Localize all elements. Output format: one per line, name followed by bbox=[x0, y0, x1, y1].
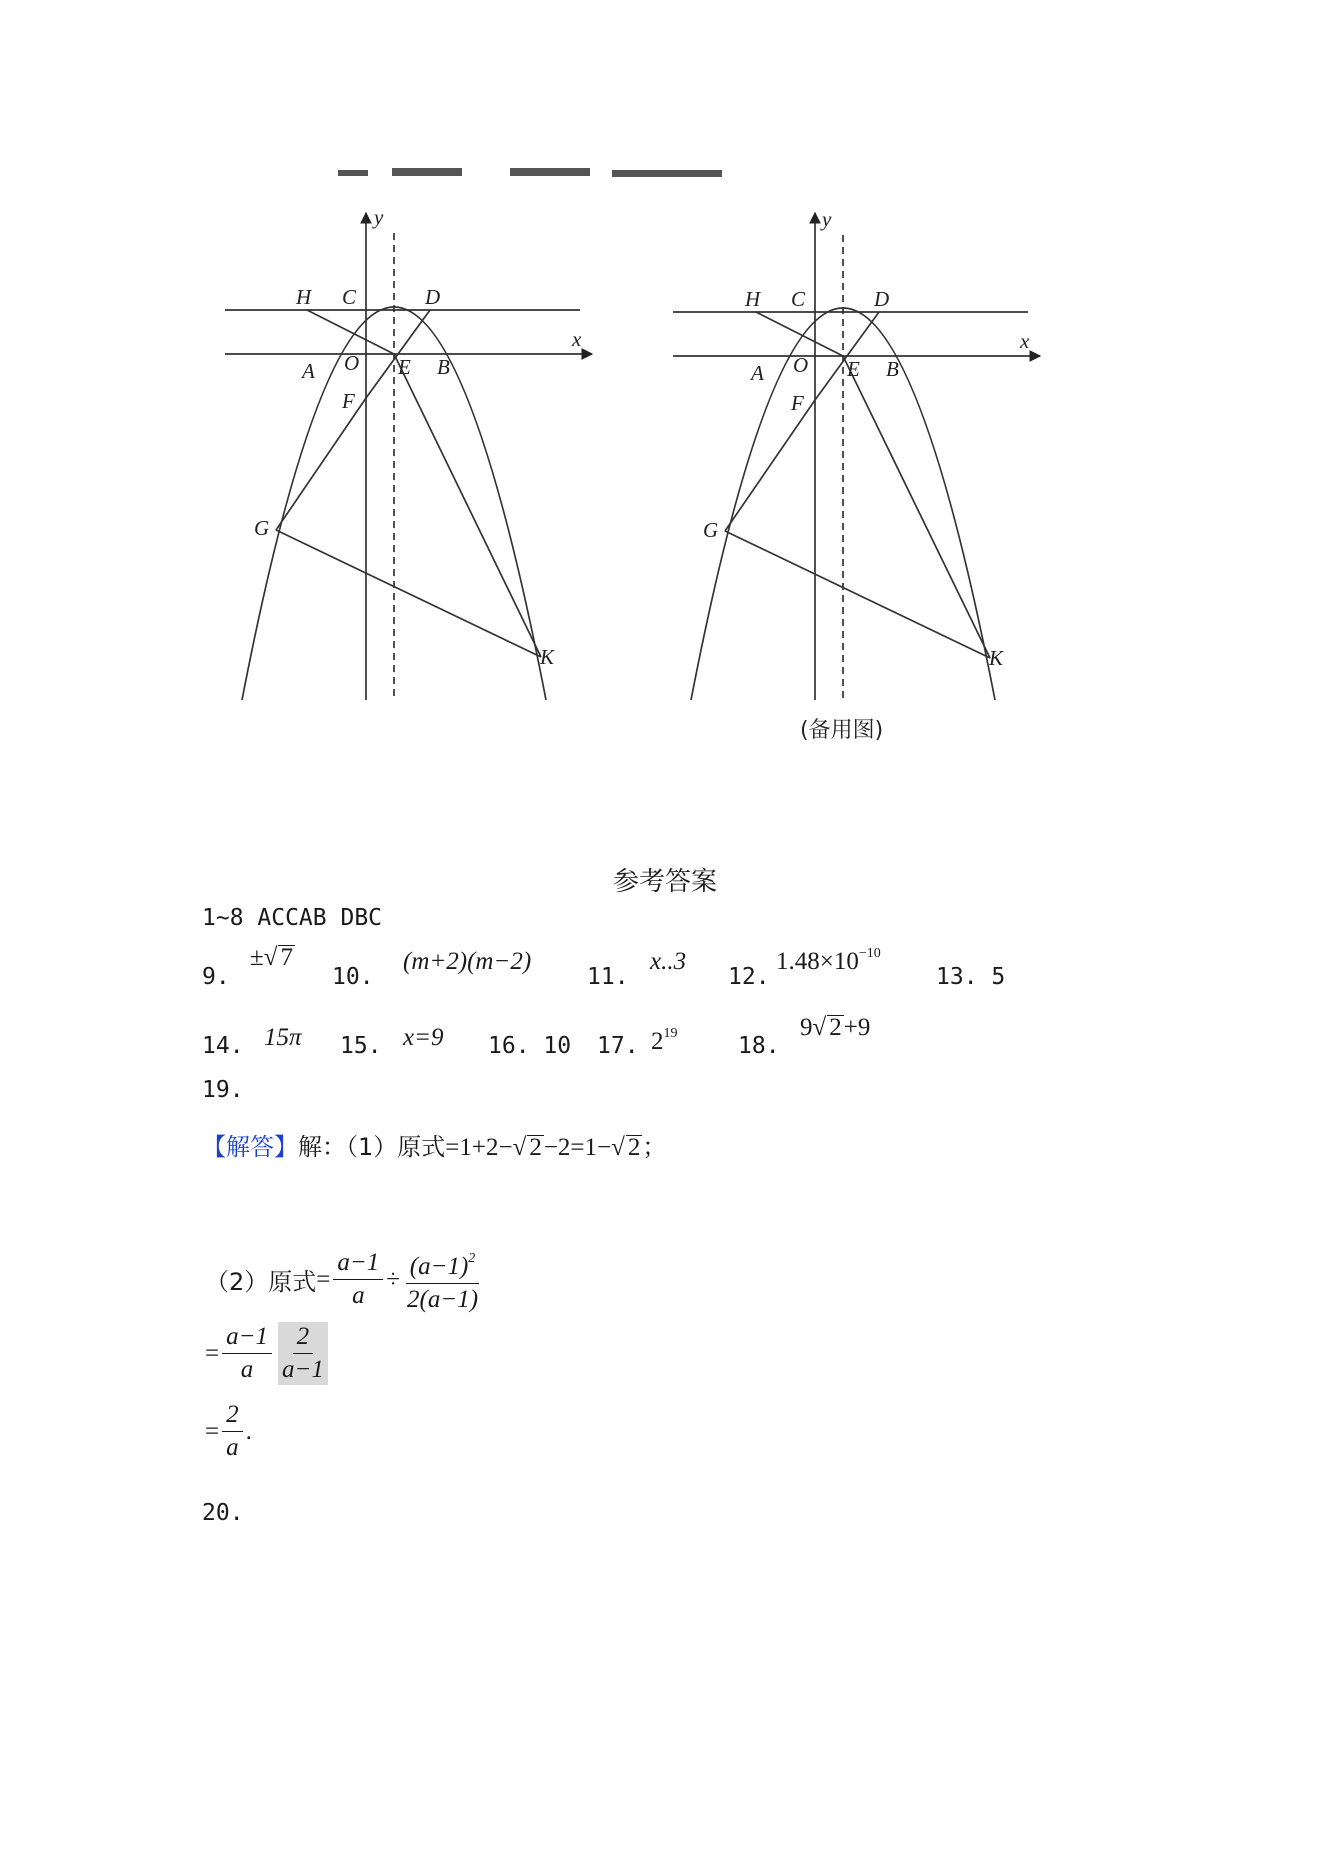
solution-part2-line2 bbox=[205, 1322, 331, 1385]
solution-part2-line1 bbox=[205, 1244, 485, 1315]
solution-tag: 【解答】 bbox=[202, 1133, 298, 1161]
label-B: B bbox=[437, 355, 450, 379]
solution-part1-radicand-1: 2 bbox=[529, 1134, 542, 1161]
solution-part1-end: ； bbox=[642, 1133, 667, 1161]
segment-dfg bbox=[725, 312, 879, 531]
numerator: 2 bbox=[293, 1322, 314, 1354]
figure-left-labels bbox=[254, 205, 582, 669]
cropped-header-remnant bbox=[338, 168, 722, 177]
solution-part1 bbox=[202, 1127, 666, 1162]
label-F: F bbox=[791, 391, 804, 415]
a14: 15π bbox=[264, 1024, 302, 1051]
solution-part1-expr-b: −2=1− bbox=[543, 1134, 612, 1161]
segment-hek bbox=[756, 312, 990, 658]
solution-part2-line3 bbox=[205, 1400, 252, 1463]
q20-label: 20. bbox=[202, 1500, 244, 1526]
equals-sign: = bbox=[205, 1417, 220, 1445]
label-F: F bbox=[342, 389, 355, 413]
segment-gk bbox=[725, 531, 990, 658]
numerator-base: (a−1) bbox=[409, 1253, 469, 1280]
segment-gk bbox=[276, 530, 541, 657]
denominator: a bbox=[240, 1356, 254, 1383]
a11: x..3 bbox=[650, 948, 687, 975]
denominator: a bbox=[226, 1434, 239, 1461]
fraction bbox=[222, 1400, 243, 1463]
label-G: G bbox=[254, 516, 270, 540]
parabola-figures bbox=[0, 0, 1323, 760]
sqrt-sign: √ bbox=[512, 1134, 527, 1161]
label-D: D bbox=[874, 287, 890, 311]
q14-label: 14. bbox=[202, 1033, 244, 1059]
q15-label: 15. bbox=[340, 1033, 382, 1059]
divide-sign: ÷ bbox=[386, 1265, 400, 1293]
figure-left bbox=[225, 213, 592, 700]
sqrt-sign: √ bbox=[812, 1014, 827, 1041]
equals-sign: = bbox=[316, 1265, 331, 1293]
numerator: 2 bbox=[222, 1400, 243, 1432]
a18-coef: 9 bbox=[800, 1014, 813, 1041]
a18-radicand: 2 bbox=[829, 1014, 842, 1041]
a18-tail: +9 bbox=[843, 1014, 871, 1041]
sqrt-sign: √ bbox=[611, 1134, 625, 1161]
period: . bbox=[245, 1417, 252, 1445]
q19-label: 19. bbox=[202, 1077, 244, 1103]
a12-exponent: −10 bbox=[858, 946, 881, 961]
label-O: O bbox=[344, 351, 360, 375]
answers-title: 参考答案 bbox=[613, 867, 718, 897]
label-H: H bbox=[296, 285, 312, 309]
solution-part1-prefix: 解：（1）原式 bbox=[298, 1133, 446, 1161]
label-C: C bbox=[342, 285, 357, 309]
segment-dfg bbox=[276, 310, 430, 530]
solution-part1-radicand-2: 2 bbox=[627, 1134, 641, 1161]
a10: (m+2)(m−2) bbox=[403, 948, 532, 975]
a12-base: 1.48×10 bbox=[776, 948, 859, 975]
numerator: a−1 bbox=[222, 1322, 272, 1354]
label-y: y bbox=[822, 207, 832, 231]
a9-pm: ± bbox=[250, 944, 264, 971]
denominator: a−1 bbox=[281, 1356, 324, 1383]
q9-label: 9. bbox=[202, 964, 230, 990]
a12 bbox=[776, 946, 881, 976]
label-K: K bbox=[989, 646, 1004, 670]
q11-label: 11. bbox=[587, 964, 629, 990]
label-D: D bbox=[425, 285, 441, 309]
a15: x=9 bbox=[403, 1024, 444, 1051]
solution-part1-expr-a: =1+2− bbox=[445, 1134, 513, 1161]
q16-answer: 16. 10 bbox=[488, 1033, 572, 1059]
figure-right-labels bbox=[703, 207, 1030, 743]
fraction bbox=[403, 1244, 482, 1315]
mc-answers: 1~8 ACCAB DBC bbox=[202, 905, 383, 931]
figure-right bbox=[673, 213, 1040, 700]
q18-label: 18. bbox=[738, 1033, 780, 1059]
backup-caption: (备用图) bbox=[800, 718, 884, 743]
q13-answer: 13. 5 bbox=[936, 964, 1006, 990]
label-H: H bbox=[745, 287, 761, 311]
fraction bbox=[222, 1322, 272, 1385]
denominator: a bbox=[352, 1282, 365, 1309]
q17-label: 17. bbox=[597, 1033, 639, 1059]
denominator: 2(a−1) bbox=[407, 1286, 479, 1313]
label-C: C bbox=[791, 287, 806, 311]
numerator-exponent: 2 bbox=[468, 1251, 476, 1266]
label-x: x bbox=[572, 327, 582, 351]
a9-radicand: 7 bbox=[280, 944, 293, 971]
numerator bbox=[406, 1244, 480, 1284]
a18 bbox=[800, 1014, 870, 1042]
label-y: y bbox=[374, 205, 384, 229]
a9 bbox=[250, 944, 295, 972]
a17-exponent: 19 bbox=[663, 1026, 678, 1041]
a17 bbox=[651, 1026, 678, 1056]
fraction bbox=[333, 1248, 383, 1311]
label-E: E bbox=[398, 355, 411, 379]
numerator: a−1 bbox=[333, 1248, 383, 1280]
fraction-highlighted bbox=[278, 1322, 328, 1385]
label-A: A bbox=[302, 359, 315, 383]
label-O: O bbox=[793, 353, 809, 377]
label-E: E bbox=[847, 357, 860, 381]
label-B: B bbox=[886, 357, 899, 381]
segment-hek bbox=[307, 310, 541, 657]
label-G: G bbox=[703, 518, 719, 542]
a17-base: 2 bbox=[651, 1028, 664, 1055]
q10-label: 10. bbox=[332, 964, 374, 990]
label-K: K bbox=[540, 645, 555, 669]
label-A: A bbox=[751, 361, 764, 385]
q12-label: 12. bbox=[728, 964, 770, 990]
solution-part2-prefix: （2）原式 bbox=[205, 1268, 317, 1296]
sqrt-sign: √ bbox=[263, 944, 278, 971]
label-x: x bbox=[1020, 329, 1030, 353]
equals-sign: = bbox=[205, 1339, 220, 1367]
